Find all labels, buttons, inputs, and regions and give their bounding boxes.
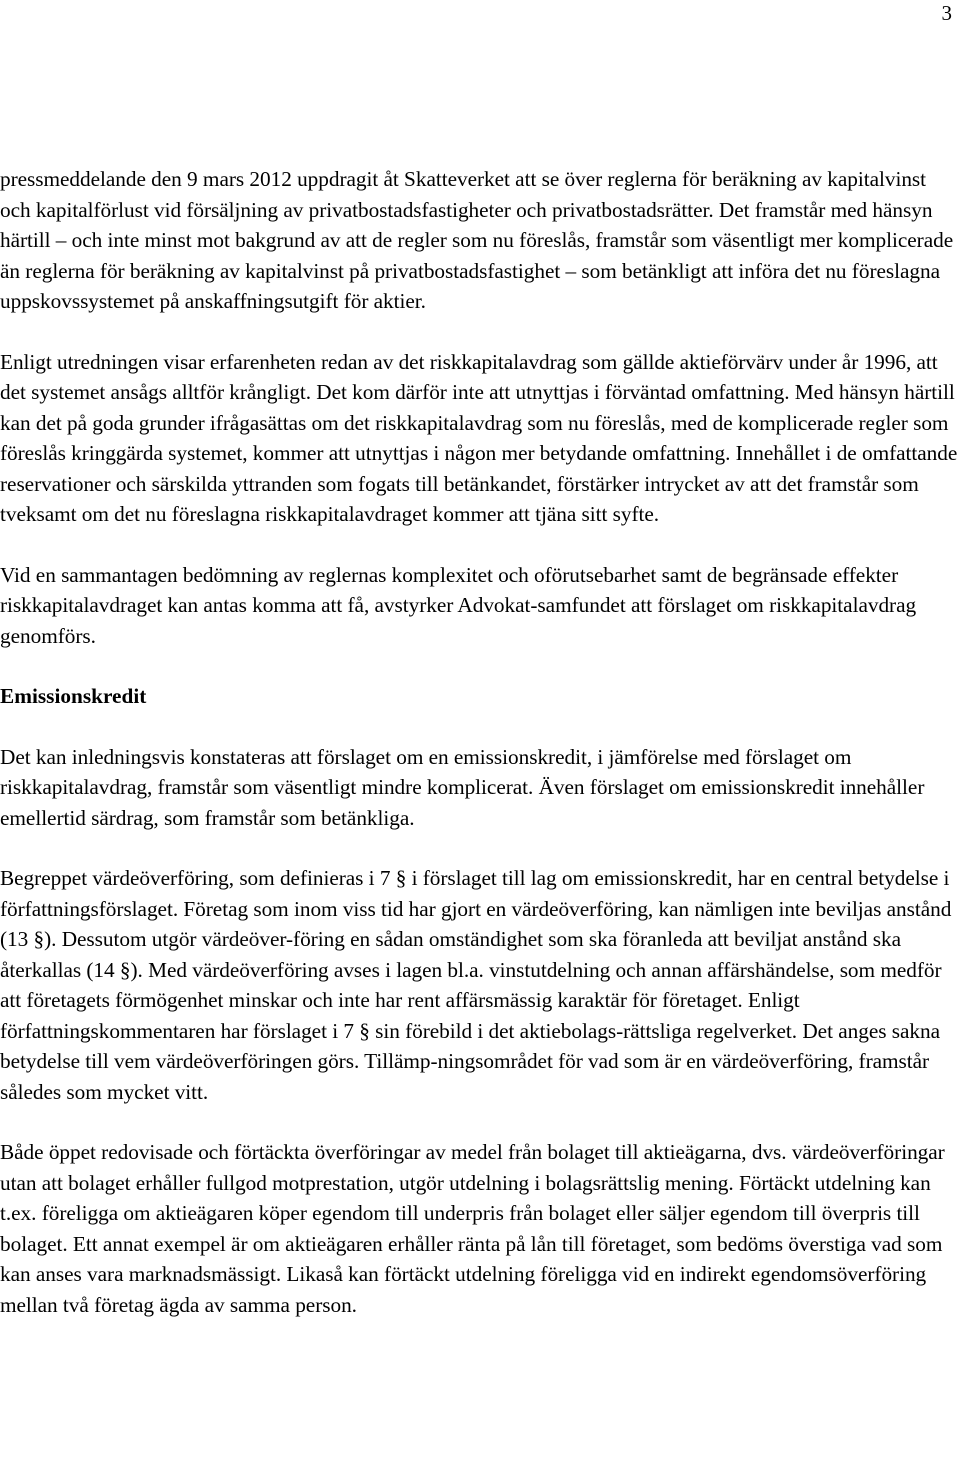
document-body bbox=[0, 164, 960, 1320]
paragraph-utredningen: Enligt utredningen visar erfarenheten redan av det riskkapitalavdrag som gällde aktieförvärv under år 1996, att det systemet ansågs alltför krångligt. Det kom därför inte att utnyttjas i förväntad omfattning. Med hänsyn härtill kan det på goda grunder ifrågasättas om det riskkapitalavdrag som nu föreslås, med de komplicerade regler som föreslås kringgärda systemet, kommer att utnyttjas i någon mer betydande omfattning. Innehållet i de omfattande reservationer och särskilda yttranden som fogats till betänkandet, förstärker intrycket av att det framstår som tveksamt om det nu föreslagna riskkapitalavdraget kommer att tjäna sitt syfte. bbox=[0, 349, 958, 526]
paragraph-vardeoverforing: Begreppet värdeöverföring, som definieras i 7 § i förslaget till lag om emissionskredit, har en central betydelse i författningsförslaget. Företag som inom viss tid har gjort en värdeöverföring, kan nämligen inte beviljas anstånd (13 §). Dessutom utgör värdeöver-föring en sådan omständighet som ska föranleda att beviljat anstånd ska återkallas (14 §). Med värdeöverföring avses i lagen bl.a. vinstutdelning och annan affärshändelse, som medför att företagets förmögenhet minskar och inte har rent affärsmässig karaktär för företaget. Enligt författningskommentaren har förslaget i 7 § sin förebild i det aktiebolags-rättsliga regelverket. Det anges sakna betydelse till vem värdeöverföringen görs. Tillämp-ningsområdet för vad som är en värdeöverföring, framstår således som mycket vitt. bbox=[0, 866, 952, 1104]
section-heading-emissionskredit: Emissionskredit bbox=[0, 684, 147, 708]
paragraph-forstackt-utdelning: Både öppet redovisade och förtäckta överföringar av medel från bolaget till aktieägarna, dvs. värdeöverföringar utan att bolaget erhåller fullgod motprestation, utgör utdelning i bolagsrättslig mening. Förtäckt utdelning kan t.ex. föreligga om aktieägaren köper egendom till underpris från bolaget eller säljer egendom till överpris till bolaget. Ett annat exempel är om aktieägaren erhåller ränta på lån till företaget, som bedöms överstiga vad som kan anses vara marknadsmässigt. Likaså kan förtäckt utdelning föreligga vid en indirekt egendomsöverföring mellan två företag ägda av samma person. bbox=[0, 1140, 945, 1317]
page-number: 3 bbox=[941, 1, 952, 25]
paragraph-pressmeddelande: pressmeddelande den 9 mars 2012 uppdragit åt Skatteverket att se över reglerna för beräkning av kapitalvinst och kapitalförlust vid försäljning av privatbostadsfastigheter och privatbostadsrätter. Det framstår med hänsyn härtill – och inte minst mot bakgrund av att de regler som nu föreslås, framstår som väsentligt mer komplicerade än reglerna för beräkning av kapitalvinst på privatbostadsfastighet – som betänkligt att införa det nu föreslagna uppskovssystemet på anskaffningsutgift för aktier. bbox=[0, 167, 954, 313]
paragraph-inledningsvis: Det kan inledningsvis konstateras att förslaget om en emissionskredit, i jämförelse med förslaget om riskkapitalavdrag, framstår som väsentligt mindre komplicerat. Även förslaget om emissionskredit innehåller emellertid särdrag, som framstår som betänkliga. bbox=[0, 744, 925, 830]
paragraph-sammantagen-bedomning: Vid en sammantagen bedömning av reglernas komplexitet och oförutsebarhet samt de begränsade effekter riskkapitalavdraget kan antas komma att få, avstyrker Advokat-samfundet att förslaget om riskkapitalavdrag genomförs. bbox=[0, 562, 917, 648]
